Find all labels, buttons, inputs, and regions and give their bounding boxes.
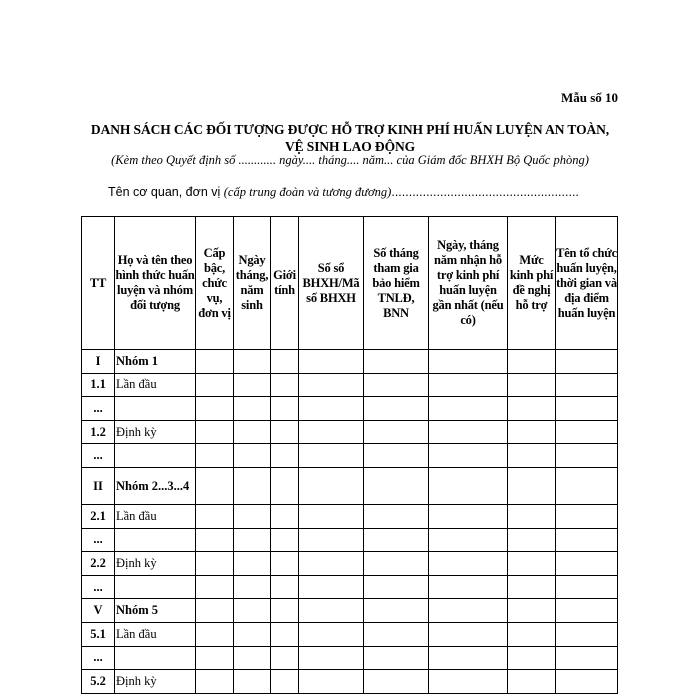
row-name: Định kỳ	[115, 670, 196, 694]
header-months: Số tháng tham gia bảo hiểm TNLĐ, BNN	[364, 217, 429, 350]
row-tt: 5.2	[82, 670, 115, 694]
table-row	[82, 373, 618, 397]
unit-label: Tên cơ quan, đơn vị	[108, 185, 224, 199]
row-tt: 1.1	[82, 373, 115, 397]
header-name: Họ và tên theo hình thức huấn luyện và nhóm đối tượng	[115, 217, 196, 350]
table-row	[82, 397, 618, 421]
title-line-1: DANH SÁCH CÁC ĐỐI TƯỢNG ĐƯỢC HỖ TRỢ KINH PHÍ HUẤN LUYỆN AN TOÀN,	[90, 122, 610, 137]
row-name	[115, 528, 196, 552]
row-tt: V	[82, 599, 115, 623]
unit-italic: (cấp trung đoàn và tương đương)	[223, 185, 392, 199]
row-tt: 2.1	[82, 504, 115, 528]
header-last-support-date: Ngày, tháng năm nhận hỗ trợ kinh phí huấn luyện gần nhất (nếu có)	[429, 217, 508, 350]
row-name	[115, 397, 196, 421]
header-training-org: Tên tổ chức huấn luyện, thời gian và địa điểm huấn luyện	[556, 217, 618, 350]
header-row	[82, 217, 618, 350]
row-name: Lần đầu	[115, 373, 196, 397]
header-gender: Giới tính	[271, 217, 299, 350]
beneficiary-table	[81, 216, 618, 694]
row-name	[115, 444, 196, 468]
table-row	[82, 528, 618, 552]
header-dob: Ngày tháng, năm sinh	[234, 217, 271, 350]
row-tt: ...	[82, 444, 115, 468]
table-row	[82, 670, 618, 694]
title-line-2: VỆ SINH LAO ĐỘNG	[284, 139, 416, 154]
row-tt: 5.1	[82, 622, 115, 646]
table-row	[82, 552, 618, 576]
table-row	[82, 350, 618, 374]
header-insurance-no: Số sổ BHXH/Mã số BHXH	[299, 217, 364, 350]
unit-dots: ......................................................	[391, 185, 579, 199]
row-name	[115, 575, 196, 599]
table-row	[82, 599, 618, 623]
row-tt: ...	[82, 646, 115, 670]
row-tt: I	[82, 350, 115, 374]
document-title	[40, 121, 660, 155]
row-name: Định kỳ	[115, 420, 196, 444]
row-name: Lần đầu	[115, 504, 196, 528]
table-row	[82, 467, 618, 504]
document-subtitle: (Kèm theo Quyết định số ............ ngày.... tháng.... năm... của Giám đốc BHXH Bộ Quốc phòng)	[111, 153, 589, 167]
row-tt: ...	[82, 528, 115, 552]
row-name: Nhóm 5	[115, 599, 196, 623]
table-row	[82, 444, 618, 468]
row-name: Định kỳ	[115, 552, 196, 576]
table-row	[82, 504, 618, 528]
row-name: Nhóm 1	[115, 350, 196, 374]
table-row	[82, 420, 618, 444]
row-tt: ...	[82, 397, 115, 421]
header-rank: Cấp bậc, chức vụ, đơn vị	[196, 217, 234, 350]
row-tt: 1.2	[82, 420, 115, 444]
row-tt: ...	[82, 575, 115, 599]
table-row	[82, 646, 618, 670]
row-tt: II	[82, 467, 115, 504]
row-name: Nhóm 2...3...4	[115, 467, 196, 504]
table-row	[82, 575, 618, 599]
table-row	[82, 622, 618, 646]
header-tt: TT	[82, 217, 115, 350]
unit-line	[108, 185, 579, 200]
form-number: Mẫu số 10	[560, 90, 618, 105]
row-name	[115, 646, 196, 670]
header-amount: Mức kinh phí đề nghị hỗ trợ	[508, 217, 556, 350]
row-tt: 2.2	[82, 552, 115, 576]
row-name: Lần đầu	[115, 622, 196, 646]
